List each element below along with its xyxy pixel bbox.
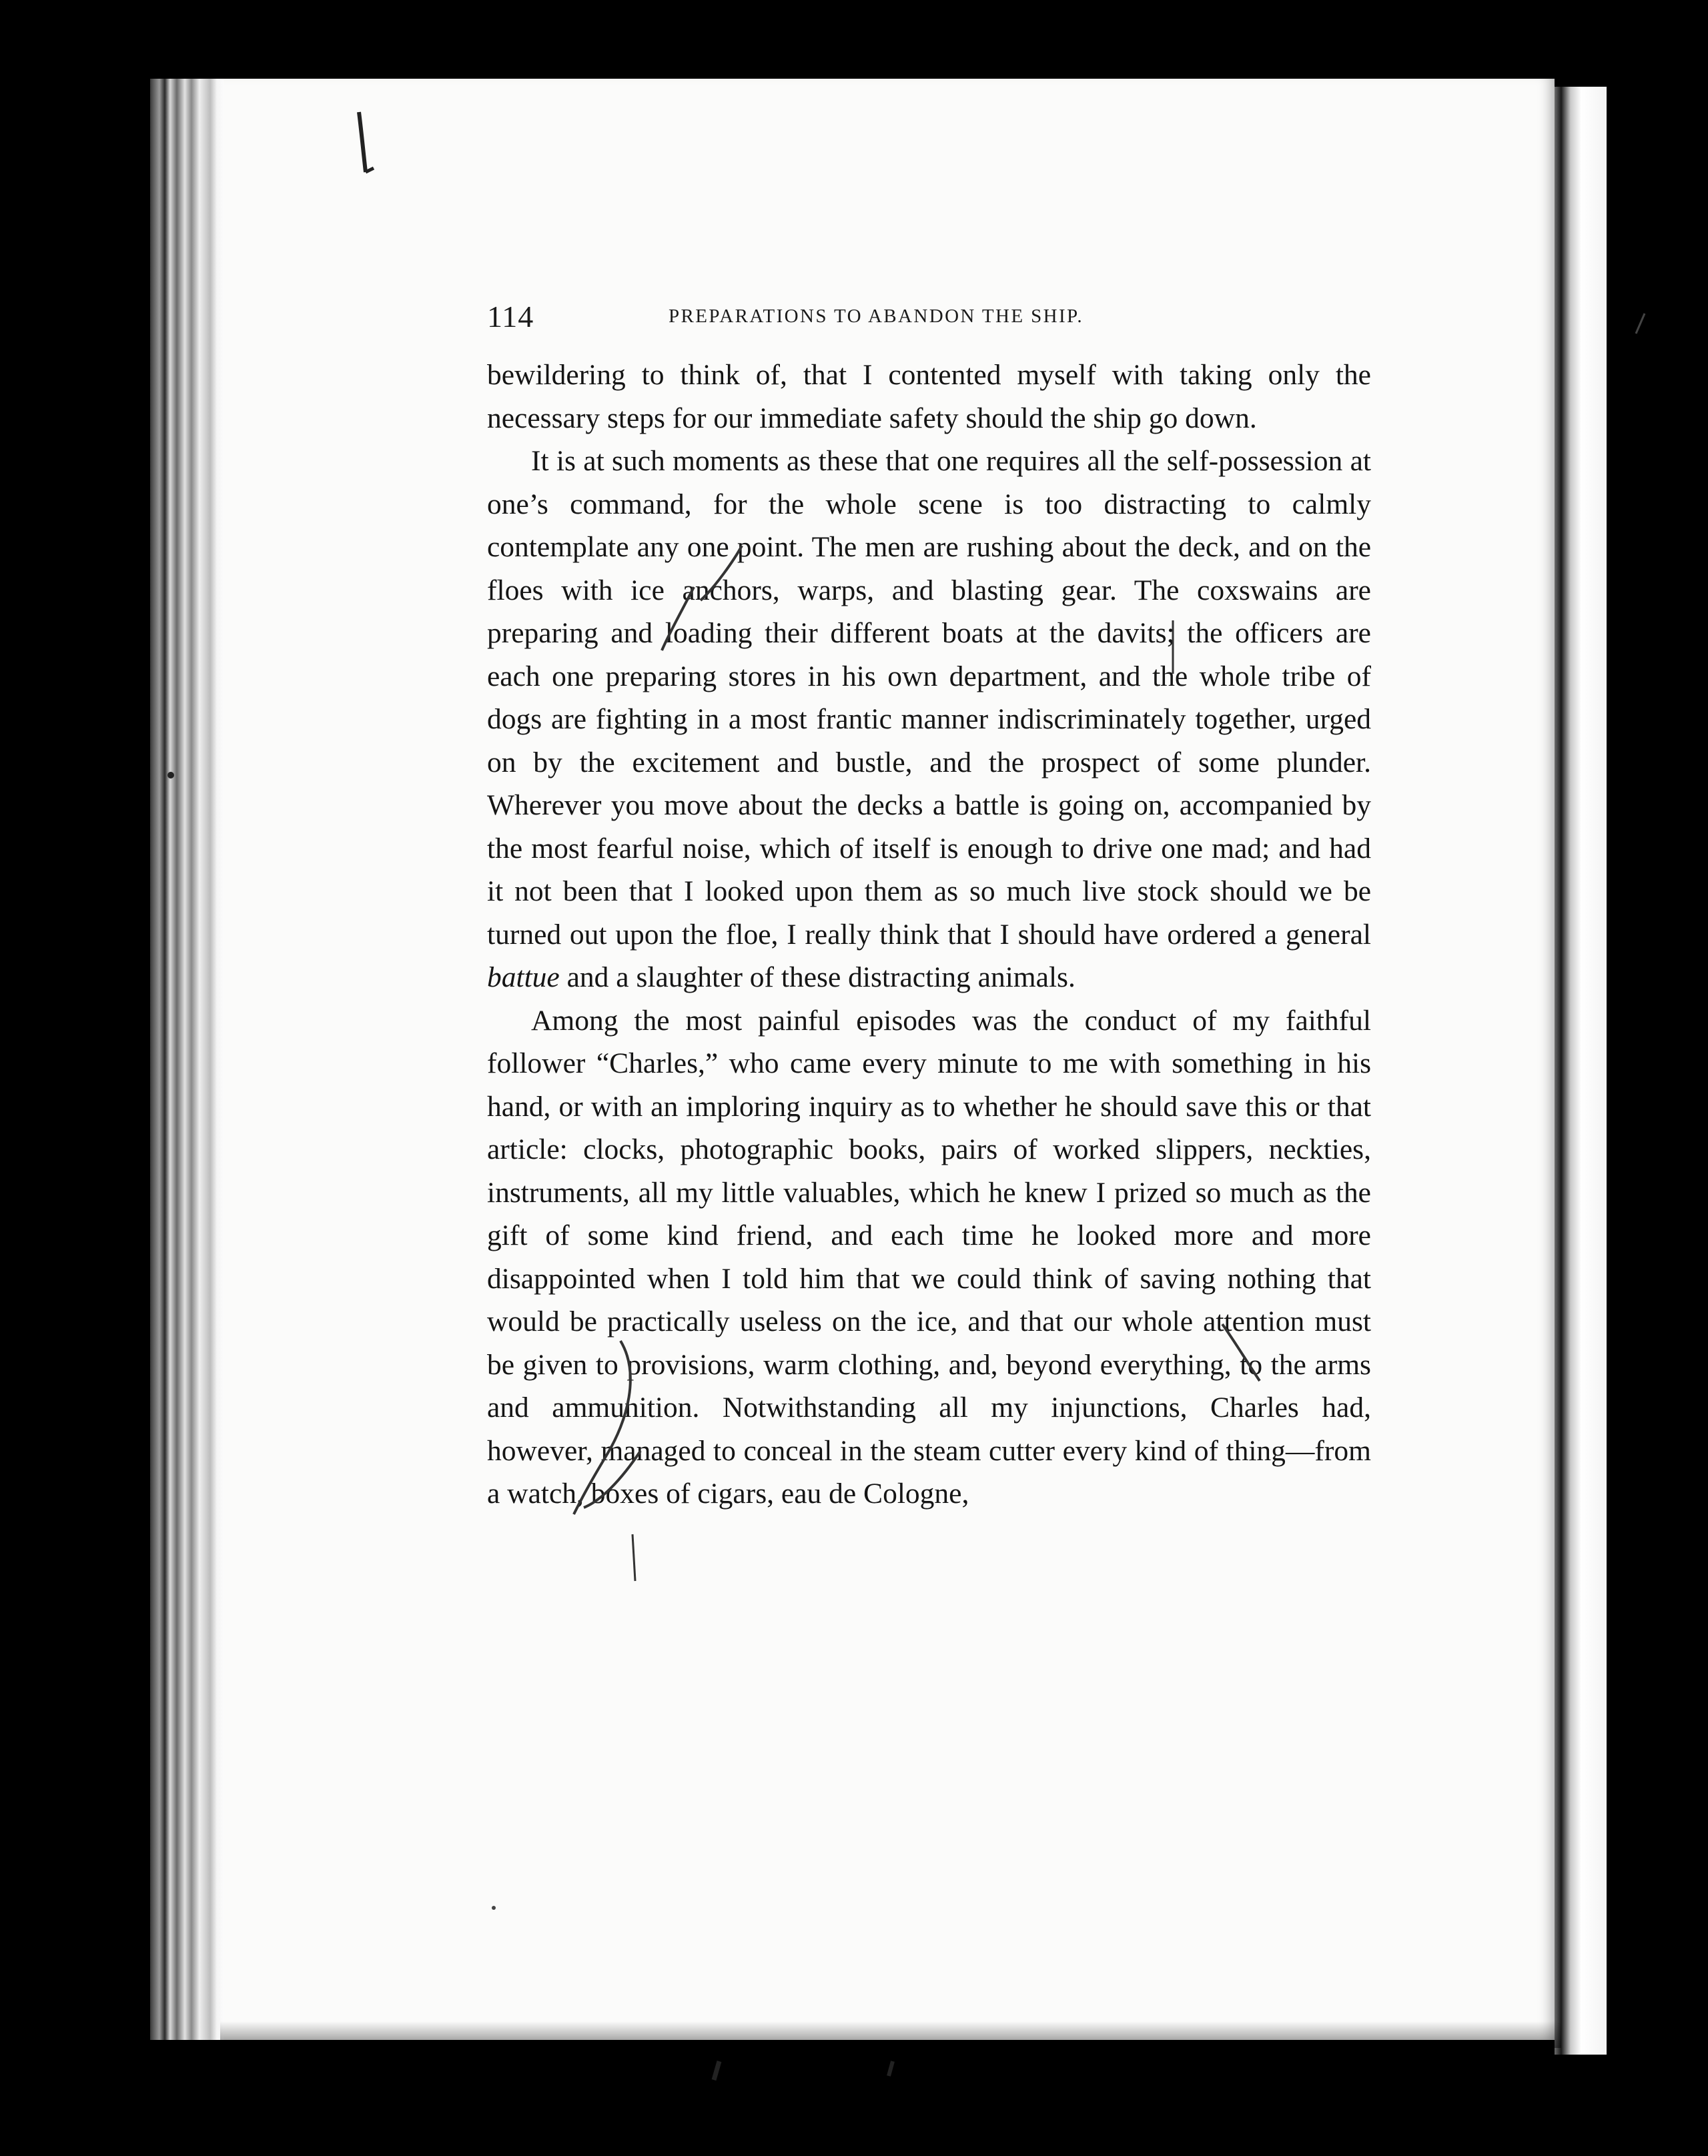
italic-term: battue	[487, 961, 560, 993]
body-text	[487, 354, 1371, 1516]
page-header	[487, 299, 1381, 339]
paragraph-2-text: It is at such moments as these that one requires all the self-possession at one’s command, for the whole scene is too distracting to calmly contemplate any one point. The men are rushing about the deck, and on the floes with ice anchors, warps, and blasting gear. The coxswains are preparing and loading their different boats at the davits; the officers are each one preparing stores in his own department, and the whole tribe of dogs are fighting in a most frantic manner indiscriminately together, urged on by the excitement and bustle, and the prospect of some plunder. Wherever you move about the decks a battle is going on, accompanied by the most fearful noise, which of itself is enough to drive one mad; and had it not been that I looked upon them as so much live stock should we be turned out upon the floe, I really think that I should have ordered a general	[487, 445, 1371, 951]
paragraph-2-ending: and a slaughter of these distracting animals.	[566, 961, 1076, 993]
paragraph-1: bewildering to think of, that I contented myself with taking only the necessary steps for our immediate safety should the ship go down.	[487, 359, 1371, 434]
facing-page-edge	[1555, 87, 1607, 2055]
book-binding-edge	[150, 79, 227, 2040]
pencil-stroke-bottom-2	[889, 2061, 893, 2076]
page-bottom-shadow	[220, 2021, 1561, 2048]
paragraph-2	[487, 440, 1371, 999]
pencil-stroke-margin	[1636, 314, 1645, 334]
pencil-stroke-bottom-1	[714, 2061, 719, 2080]
paragraph-3: Among the most painful episodes was the conduct of my faithful follower “Charles,” who came every minute to me with something in his hand, or with an imploring inquiry as to whether he should save this or that article: clocks, photographic books, pairs of worked slippers, neckties, instruments, all my little valuables, which he knew I prized so much as the gift of some kind friend, and each time he looked more and more disappointed when I told him that we could think of saving nothing that would be practically useless on the ice, and that our whole attention must be given to provisions, warm clothing, and, beyond everything, to the arms and ammunition. Notwithstanding all my injunctions, Charles had, however, managed to conceal in the steam cutter every kind of thing—from a watch, boxes of cigars, eau de Cologne,	[487, 1004, 1371, 1510]
page-number: 114	[487, 300, 534, 334]
running-title: PREPARATIONS TO ABANDON THE SHIP.	[669, 306, 1084, 327]
